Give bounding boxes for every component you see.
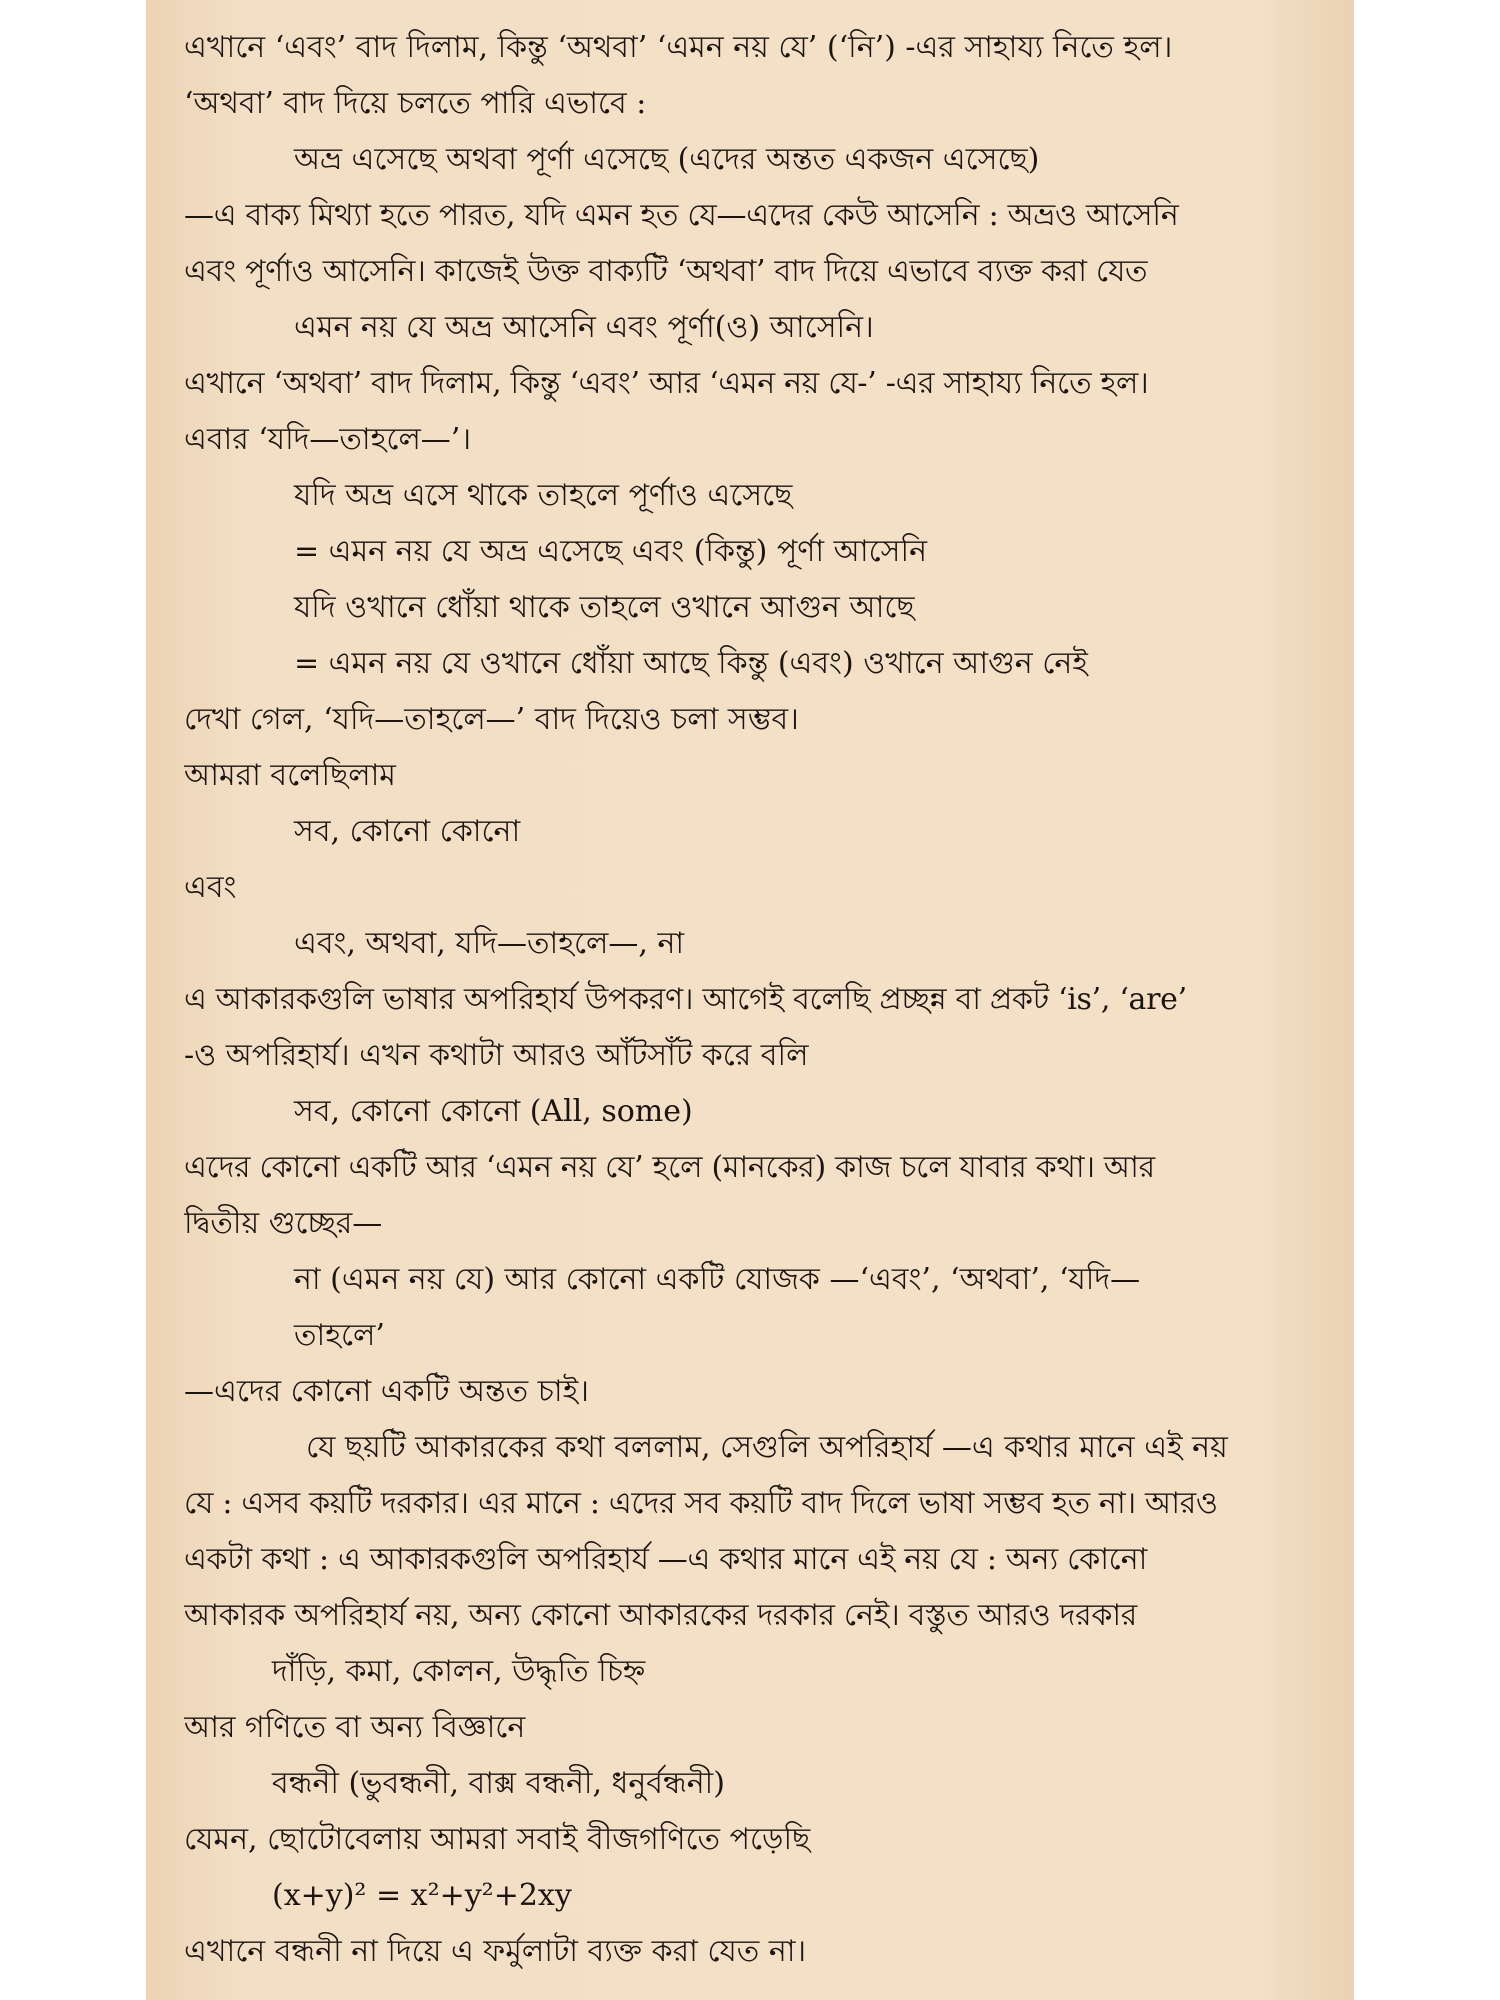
paragraph-first-line: যে ছয়টি আকারকের কথা বললাম, সেগুলি অপরিহার্য —এ কথার মানে এই নয় [306,1430,1228,1465]
text-line: এবার ‘যদি—তাহলে—’। [184,422,472,457]
text-line: —এদের কোনো একটি অন্তত চাই। [184,1374,589,1409]
text-line: -ও অপরিহার্য। এখন কথাটা আরও আঁটসাঁট করে বলি [184,1038,809,1073]
indented-example: অভ্র এসেছে অথবা পূর্ণা এসেছে (এদের অন্তত একজন এসেছে) [294,142,1040,177]
text-line: ‘অথবা’ বাদ দিয়ে চলতে পারি এভাবে : [184,86,647,121]
indented-example: এমন নয় যে অভ্র আসেনি এবং পূর্ণা(ও) আসেনি। [294,310,874,345]
indented-example: = এমন নয় যে অভ্র এসেছে এবং (কিন্তু) পূর্ণা আসেনি [294,534,927,569]
indented-example: যদি ওখানে ধোঁয়া থাকে তাহলে ওখানে আগুন আছে [294,590,915,625]
text-line: একটা কথা : এ আকারকগুলি অপরিহার্য —এ কথার মানে এই নয় যে : অন্য কোনো [184,1542,1148,1577]
text-line: যেমন, ছোটোবেলায় আমরা সবাই বীজগণিতে পড়েছি [184,1822,811,1857]
indented-example: দাঁড়ি, কমা, কোলন, উদ্ধৃতি চিহ্ন [272,1654,646,1689]
indented-example: বন্ধনী (ভুবন্ধনী, বাক্স বন্ধনী, ধনুর্বন্ধনী) [272,1766,725,1801]
text-line: এবং [184,870,237,905]
text-line: এখানে বন্ধনী না দিয়ে এ ফর্মুলাটা ব্যক্ত করা যেত না। [184,1934,807,1969]
indented-example: তাহলে’ [294,1318,385,1353]
formula: (x+y)² = x²+y²+2xy [272,1878,572,1913]
text-line: যে : এসব কয়টি দরকার। এর মানে : এদের সব কয়টি বাদ দিলে ভাষা সম্ভব হত না। আরও [184,1486,1218,1521]
text-line: এখানে ‘এবং’ বাদ দিলাম, কিন্তু ‘অথবা’ ‘এমন নয় যে’ (‘নি’) -এর সাহায্য নিতে হল। [184,30,1173,65]
indented-example: সব, কোনো কোনো [294,814,521,849]
indented-example: সব, কোনো কোনো (All, some) [294,1094,693,1129]
indented-example: যদি অভ্র এসে থাকে তাহলে পূর্ণাও এসেছে [294,478,793,513]
page-text [184,20,1324,1980]
text-line: এবং পূর্ণাও আসেনি। কাজেই উক্ত বাক্যটি ‘অথবা’ বাদ দিয়ে এভাবে ব্যক্ত করা যেত [184,254,1148,289]
text-line: আকারক অপরিহার্য নয়, অন্য কোনো আকারকের দরকার নেই। বস্তুত আরও দরকার [184,1598,1137,1633]
indented-example: না (এমন নয় যে) আর কোনো একটি যোজক —‘এবং’, ‘অথবা’, ‘যদি— [294,1262,1141,1297]
text-line: দেখা গেল, ‘যদি—তাহলে—’ বাদ দিয়েও চলা সম্ভব। [184,702,799,737]
text-line: এ আকারকগুলি ভাষার অপরিহার্য উপকরণ। আগেই বলেছি প্রচ্ছন্ন বা প্রকট ‘is’, ‘are’ [184,982,1187,1017]
indented-example: = এমন নয় যে ওখানে ধোঁয়া আছে কিন্তু (এবং) ওখানে আগুন নেই [294,646,1088,681]
text-line: এদের কোনো একটি আর ‘এমন নয় যে’ হলে (মানকের) কাজ চলে যাবার কথা। আর [184,1150,1155,1185]
text-line: এখানে ‘অথবা’ বাদ দিলাম, কিন্তু ‘এবং’ আর ‘এমন নয় যে-’ -এর সাহায্য নিতে হল। [184,366,1149,401]
text-line: —এ বাক্য মিথ্যা হতে পারত, যদি এমন হত যে—এদের কেউ আসেনি : অভ্রও আসেনি [184,198,1179,233]
text-line: আর গণিতে বা অন্য বিজ্ঞানে [184,1710,526,1745]
text-line: আমরা বলেছিলাম [184,758,396,793]
indented-example: এবং, অথবা, যদি—তাহলে—, না [294,926,685,961]
text-line: দ্বিতীয় গুচ্ছের— [184,1206,383,1241]
